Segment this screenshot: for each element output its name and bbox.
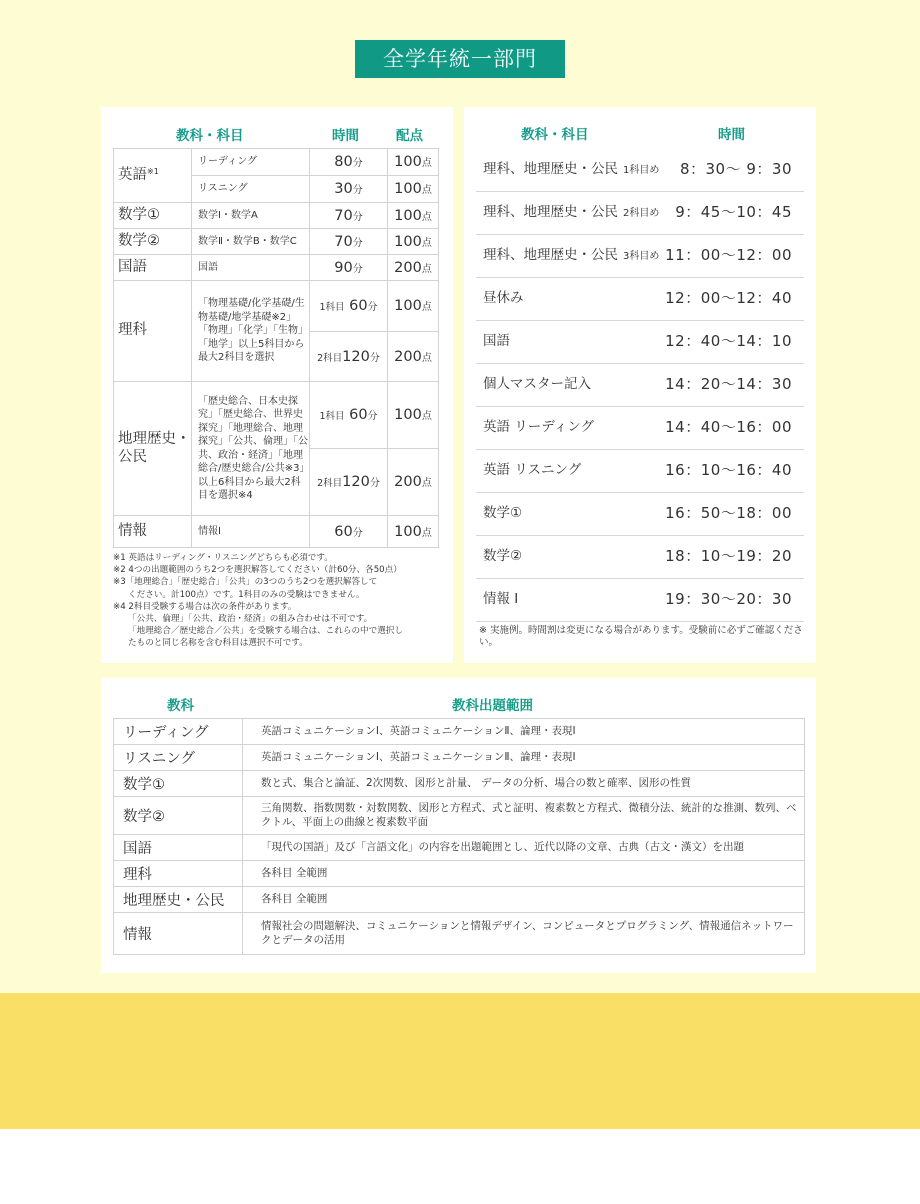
- footnote: ※3「地理総合」「歴史総合」「公共」の3つのうち2つを選択解答して: [113, 577, 378, 588]
- schedule-row: 個人マスター記入 14：20〜14：30: [476, 364, 804, 407]
- scope-cell: 各科目 全範囲: [243, 861, 805, 887]
- scope-cell: 三角関数、指数関数・対数関数、図形と方程式、式と証明、複素数と方程式、微積分法、統計的な推測、数列、ベクトル、平面上の曲線と複素数平面: [243, 797, 805, 835]
- schedule-row: 英語 リーディング 14：40〜16：00: [476, 407, 804, 450]
- points-cell: 200点: [388, 255, 439, 281]
- scope-cell: 英語コミュニケーションⅠ、英語コミュニケーションⅡ、論理・表現Ⅰ: [243, 745, 805, 771]
- schedule-header-time: 時間: [718, 127, 745, 143]
- table-row: [114, 149, 439, 176]
- table-row: [114, 382, 439, 449]
- points-cell: 100点: [388, 149, 439, 176]
- schedule-header-subject: 教科・科目: [521, 127, 589, 143]
- scope-table: [113, 718, 805, 955]
- subject-cell: 英語$^{※1}$: [114, 149, 192, 203]
- schedule-row: 理科、地理歴史・公民 2科目め 9：45〜10：45: [476, 192, 804, 235]
- subject-cell: 情報: [114, 516, 192, 548]
- schedule-panel: [464, 107, 816, 663]
- points-cell: 100点: [388, 229, 439, 255]
- table-row: [114, 229, 439, 255]
- subject-cell: 理科: [114, 861, 243, 887]
- subject-cell: 国語: [114, 255, 192, 281]
- subject-cell: 数学②: [114, 797, 243, 835]
- scope-cell: 各科目 全範囲: [243, 887, 805, 913]
- scope-cell: 情報社会の問題解決、コミュニケーションと情報デザイン、コンピュータとプログラミング、情報通信ネットワークとデータの活用: [243, 913, 805, 955]
- table-row: [114, 281, 439, 332]
- header-subject: 教科・科目: [176, 128, 244, 144]
- time-cell: 30分: [310, 176, 388, 203]
- schedule-list: [476, 149, 804, 622]
- footnote: ※1 英語はリーディング・リスニングどちらも必須です。: [113, 553, 333, 563]
- sub-cell: 国語: [192, 255, 310, 281]
- sub-cell: 「物理基礎/化学基礎/生物基礎/地学基礎※2」「物理」「化学」「生物」「地学」以上5科目から最大2科目を選択: [192, 281, 310, 382]
- schedule-row: 英語 リスニング 16：10〜16：40: [476, 450, 804, 493]
- time-cell: 90分: [310, 255, 388, 281]
- subject-cell: 数学①: [114, 203, 192, 229]
- subject-cell: 国語: [114, 835, 243, 861]
- scope-header-subject: 教科: [167, 698, 194, 714]
- subject-cell: 地理歴史・公民: [114, 887, 243, 913]
- schedule-row: 数学② 18：10〜19：20: [476, 536, 804, 579]
- time-cell: 2科目120分: [310, 332, 388, 382]
- subjects-panel: [101, 107, 453, 663]
- schedule-row: 昼休み 12：00〜12：40: [476, 278, 804, 321]
- subjects-table: [113, 148, 439, 548]
- sub-cell: 数学Ⅱ・数学B・数学C: [192, 229, 310, 255]
- sub-cell: 「歴史総合、日本史探究」「歴史総合、世界史探究」「地理総合、地理探究」「公共、倫理」「公共、政治・経済」「地理総合/歴史総合/公共※3」以上6科目から最大2科目を選択※4: [192, 382, 310, 516]
- header-points: 配点: [396, 128, 423, 144]
- footnote: たものと同じ名称を含む科目は選択不可です。: [128, 638, 308, 649]
- footnote: 「地理総合／歴史総合／公共」を受験する場合は、これらの中で選択し: [128, 626, 404, 637]
- page-title: 全学年統一部門: [355, 40, 565, 78]
- subject-cell: リーディング: [114, 719, 243, 745]
- time-cell: 1科目 60分: [310, 281, 388, 332]
- scope-cell: 「現代の国語」及び「言語文化」の内容を出題範囲とし、近代以降の文章、古典（古文・漢文）を出題: [243, 835, 805, 861]
- subject-cell: 理科: [114, 281, 192, 382]
- table-row: [114, 203, 439, 229]
- footnote: ※4 2科目受験する場合は次の条件があります。: [113, 601, 297, 612]
- schedule-row: 理科、地理歴史・公民 1科目め 8：30〜 9：30: [476, 149, 804, 192]
- points-cell: 100点: [388, 203, 439, 229]
- time-cell: 2科目120分: [310, 449, 388, 516]
- schedule-row: 情報 Ⅰ 19：30〜20：30: [476, 579, 804, 622]
- subject-cell: 地理歴史・公民: [114, 382, 192, 516]
- time-cell: 1科目 60分: [310, 382, 388, 449]
- schedule-row: 数学① 16：50〜18：00: [476, 493, 804, 536]
- time-cell: 70分: [310, 203, 388, 229]
- points-cell: 100点: [388, 382, 439, 449]
- subject-cell: 情報: [114, 913, 243, 955]
- sub-cell: リーディング: [192, 149, 310, 176]
- schedule-row: 国語 12：40〜14：10: [476, 321, 804, 364]
- table-row: [114, 771, 805, 797]
- footnotes: [113, 552, 448, 650]
- subject-cell: 数学①: [114, 771, 243, 797]
- points-cell: 200点: [388, 332, 439, 382]
- table-row: [114, 719, 805, 745]
- sub-cell: リスニング: [192, 176, 310, 203]
- sub-cell: 情報Ⅰ: [192, 516, 310, 548]
- footer-band: [0, 993, 920, 1129]
- schedule-row: 理科、地理歴史・公民 3科目め 11：00〜12：00: [476, 235, 804, 278]
- table-row: [114, 835, 805, 861]
- schedule-note: ※ 実施例。時間割は変更になる場合があります。受験前に必ずご確認ください。: [479, 625, 803, 648]
- points-cell: 100点: [388, 281, 439, 332]
- table-row: [114, 516, 439, 548]
- table-row: [114, 913, 805, 955]
- points-cell: 200点: [388, 449, 439, 516]
- time-cell: 70分: [310, 229, 388, 255]
- scope-cell: 数と式、集合と論証、2次関数、図形と計量、 データの分析、場合の数と確率、図形の性質: [243, 771, 805, 797]
- table-row: [114, 797, 805, 835]
- table-row: [114, 887, 805, 913]
- points-cell: 100点: [388, 176, 439, 203]
- points-cell: 100点: [388, 516, 439, 548]
- table-row: [114, 861, 805, 887]
- scope-cell: 英語コミュニケーションⅠ、英語コミュニケーションⅡ、論理・表現Ⅰ: [243, 719, 805, 745]
- subject-cell: 数学②: [114, 229, 192, 255]
- table-row: [114, 745, 805, 771]
- time-cell: 80分: [310, 149, 388, 176]
- header-time: 時間: [332, 128, 359, 144]
- scope-header-scope: 教科出題範囲: [452, 698, 533, 714]
- time-cell: 60分: [310, 516, 388, 548]
- sub-cell: 数学Ⅰ・数学A: [192, 203, 310, 229]
- subject-cell: リスニング: [114, 745, 243, 771]
- scope-panel: [101, 678, 816, 973]
- footnote: ください。計100点）です。1科目のみの受験はできません。: [128, 589, 365, 600]
- footnote: ※2 4つの出題範囲のうち2つを選択解答してください（計60分、各50点）: [113, 565, 402, 576]
- footnote: 「公共、倫理」「公共、政治・経済」の組み合わせは不可です。: [128, 614, 373, 625]
- table-row: [114, 255, 439, 281]
